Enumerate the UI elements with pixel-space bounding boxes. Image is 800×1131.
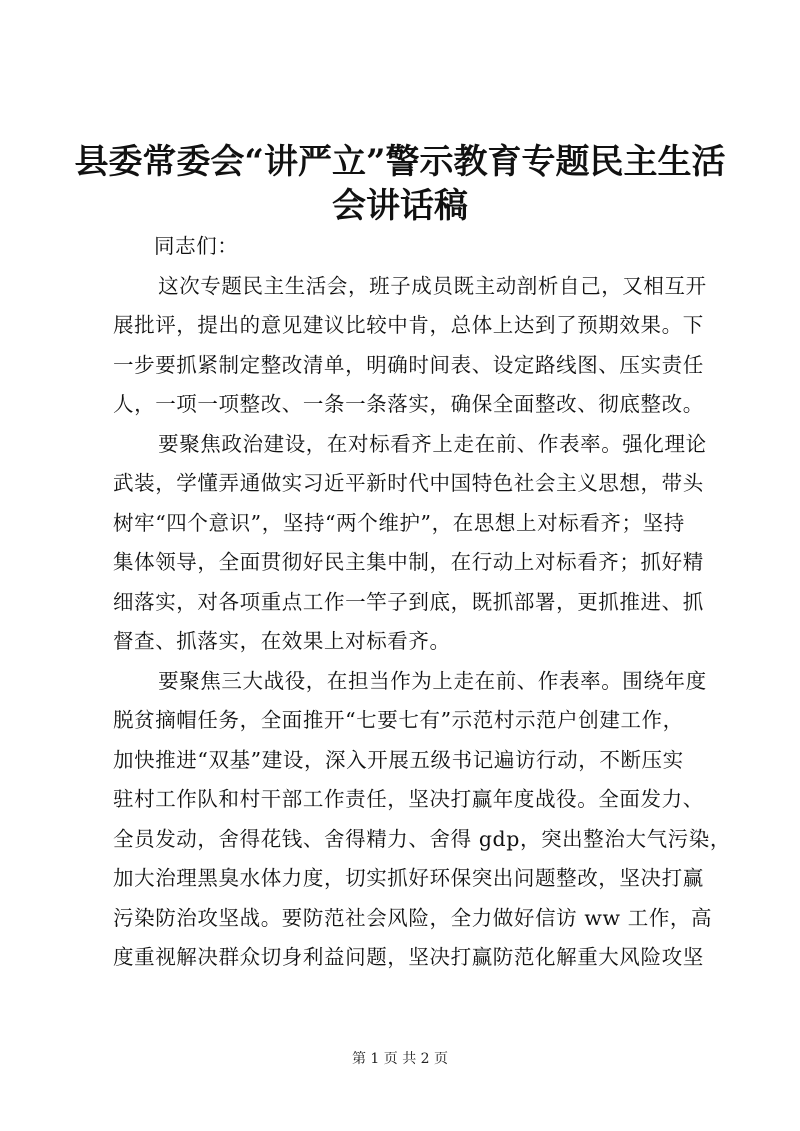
paragraph-3-line-2: 脱贫摘帽任务，全面推开“七要七有”示范村示范户创建工作， (113, 708, 684, 732)
title-line-1: 县委常委会“讲严立”警示教育专题民主生活 (74, 142, 726, 182)
document-body (113, 227, 731, 978)
paragraph-1-line-3: 一步要抓紧制定整改清单，明确时间表、设定路线图、压实责任 (113, 352, 704, 377)
paragraph-3-line-7: 污染防治攻坚战。要防范社会风险，全力做好信访 ww 工作，高 (113, 905, 713, 930)
paragraph-2-line-6: 督查、抓落实，在效果上对标看齐。 (113, 629, 451, 653)
title-line-2: 会讲话稿 (332, 186, 468, 226)
paragraph-2-line-2: 武装，学懂弄通做实习近平新时代中国特色社会主义思想，带头 (113, 471, 704, 495)
paragraph-3-line-1: 要聚焦三大战役，在担当作为上走在前、作表率。围绕年度 (158, 668, 707, 693)
paragraph-2-line-3: 树牢“四个意识”，坚持“两个维护”，在思想上对标看齐；坚持 (113, 510, 685, 535)
page-footer: 第 1 页 共 2 页 (351, 1051, 449, 1067)
greeting-line: 同志们： (154, 234, 239, 258)
paragraph-1-line-4: 人，一项一项整改、一条一条落实，确保全面整改、彻底整改。 (113, 392, 704, 416)
paragraph-3-line-8: 度重视解决群众切身利益问题，坚决打赢防范化解重大风险攻坚 (113, 945, 704, 969)
paragraph-2-line-5: 细落实，对各项重点工作一竿子到底，既抓部署，更抓推进、抓 (113, 589, 704, 614)
paragraph-1-line-2: 展批评，提出的意见建议比较中肯，总体上达到了预期效果。下 (113, 313, 704, 337)
paragraph-2-line-4: 集体领导，全面贯彻好民主集中制，在行动上对标看齐；抓好精 (113, 550, 704, 574)
paragraph-2-line-1: 要聚焦政治建设，在对标看齐上走在前、作表率。强化理论 (158, 431, 707, 456)
paragraph-3-line-6: 加大治理黑臭水体力度，切实抓好环保突出问题整改，坚决打赢 (113, 866, 704, 890)
paragraph-3-line-3: 加快推进“双基”建设，深入开展五级书记遍访行动，不断压实 (113, 747, 684, 772)
paragraph-3-line-4: 驻村工作队和村干部工作责任，坚决打赢年度战役。全面发力、 (113, 787, 704, 811)
document-title (60, 140, 740, 228)
paragraph-1-line-1: 这次专题民主生活会，班子成员既主动剖析自己，又相互开 (158, 273, 707, 298)
paragraph-3-line-5: 全员发动，舍得花钱、舍得精力、舍得 gdp，突出整治大气污染， (113, 826, 731, 851)
